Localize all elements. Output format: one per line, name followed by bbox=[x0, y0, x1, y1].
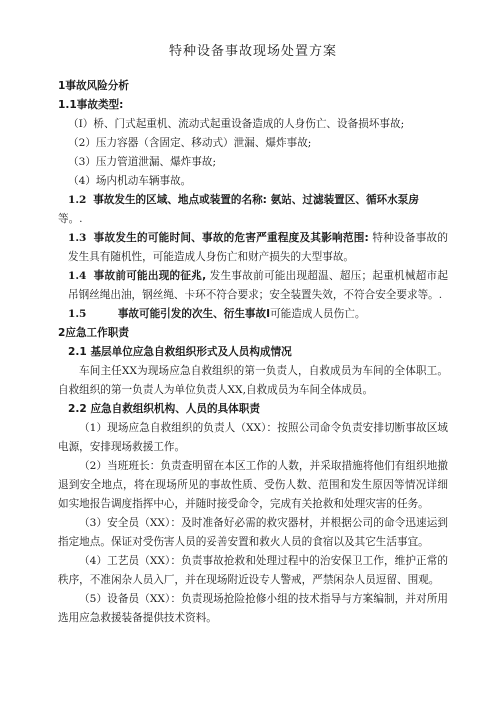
section-1-4-number: 1.4 bbox=[68, 270, 87, 282]
section-2-1-heading: 2.1 基层单位应急自救组织形式及人员构成情况 bbox=[68, 346, 292, 358]
type-item: （2）压力容器（含固定、移动式）泄漏、爆炸事故; bbox=[68, 137, 312, 149]
section-1-2-tail: 等。. bbox=[58, 213, 83, 225]
section-2-heading: 2应急工作职责 bbox=[58, 327, 129, 339]
section-1-3-number: 1.3 bbox=[68, 232, 87, 244]
section-1-4-heading: 事故前可能出现的征兆, bbox=[93, 270, 207, 282]
section-1-3-heading: 事故发生的可能时间、事故的危害严重程度及其影响范围: bbox=[93, 232, 369, 244]
section-1-4-text: 发生事故前可能出现超温、超压；起重机械超市起吊钢丝绳出油，钢丝绳、卡环不符合要求；安全装置失效，不符合安全要求等。. bbox=[68, 270, 448, 301]
section-1-3-text: 特种设备事故的发生具有随机性，可能造成人身伤亡和财产损失的大型事故。 bbox=[68, 232, 448, 263]
section-1-3 bbox=[58, 229, 448, 267]
type-item: （I）桥、门式起重机、流动式起重设备造成的人身伤亡、设备损坏事故; bbox=[68, 118, 405, 130]
duty-item: （1）现场应急自救组织的负责人（XX）：按照公司命令负责安排切断事故区域电源，安排现场救援工作。 bbox=[58, 422, 448, 453]
section-2-2-heading: 2.2 应急自救组织机构、人员的具体职责 bbox=[68, 403, 260, 415]
section-1-1-heading: 1.1事故类型: bbox=[58, 99, 124, 111]
type-item: （4）场内机动车辆事故。 bbox=[68, 175, 192, 187]
duty-item: （2）当班班长：负责查明留在本区工作的人数，并采取措施将他们有组织地撤退到安全地点，将在现场所见的事故性质、受伤人数、范围和发生原因等情况详细如实地报告调度指挥中心，并随时接受命令，完成有关抢救和处理灾害的任务。 bbox=[58, 460, 448, 510]
type-item: （3）压力管道泄漏、爆炸事故; bbox=[68, 156, 217, 168]
section-1-5-text: 可能造成人员伤亡。 bbox=[270, 308, 366, 320]
section-1-5 bbox=[58, 305, 448, 324]
section-1-2-heading: 事故发生的区域、地点或装置的名称: 氨站、过滤装置区、循环水泵房 bbox=[93, 194, 419, 206]
section-1-4 bbox=[58, 267, 448, 305]
section-1-5-number: 1.5 bbox=[68, 308, 87, 320]
section-2-1-text: 车间主任XX为现场应急自救组织的第一负责人，自救成员为车间的全体职工。自救组织的第一负责人为单位负责人XX,自救成员为车间全体成员。 bbox=[58, 365, 448, 396]
section-1-heading: 1事故风险分析 bbox=[58, 80, 129, 92]
document-title: 特种设备事故现场处置方案 bbox=[168, 44, 337, 59]
duty-item: （3）安全员（XX）：及时准备好必需的救灾器材，并根据公司的命令迅速运到指定地点。保证对受伤害人员的妥善安置和救火人员的食宿以及其它生活事宜。 bbox=[58, 517, 448, 548]
section-1-5-heading: 事故可能引发的次生、衍生事故I bbox=[117, 308, 271, 320]
duty-item: （5）设备员（XX）：负责现场抢险抢修小组的技术指导与方案编制，并对所用选用应急救援装备提供技术资料。 bbox=[58, 593, 448, 624]
duty-item: （4）工艺员（XX）：负责事故抢救和处理过程中的治安保卫工作，维护正常的秩序，不准闲杂人员入厂，并在现场附近设专人警戒，严禁闲杂人员逗留、围观。 bbox=[58, 555, 448, 586]
section-1-2 bbox=[58, 191, 448, 210]
section-1-2-number: 1.2 bbox=[68, 194, 87, 206]
